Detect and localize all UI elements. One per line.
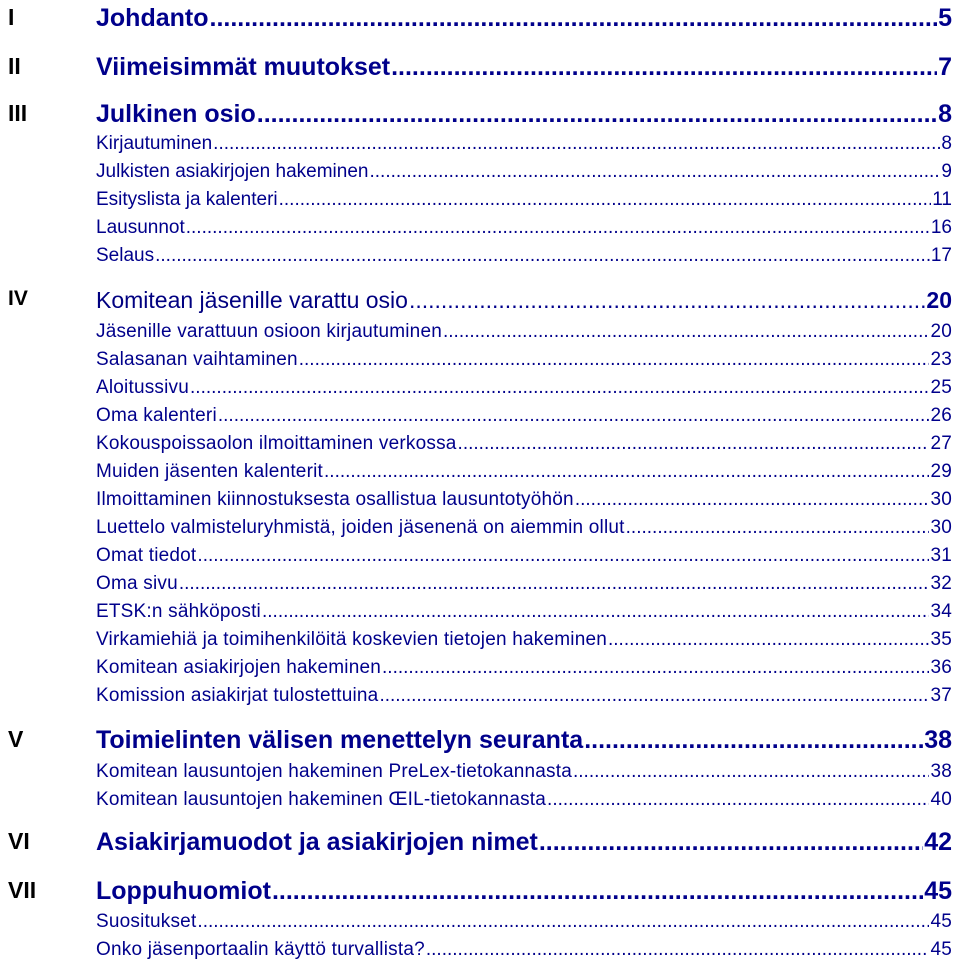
chapter-number: VI — [8, 828, 30, 854]
page-number: 20 — [930, 321, 952, 342]
leader-dots — [379, 685, 929, 707]
leader-dots — [179, 573, 930, 595]
page-number: 8 — [941, 133, 952, 154]
page-number: 45 — [930, 911, 952, 932]
leader-dots — [426, 939, 930, 961]
leader-dots — [584, 726, 923, 755]
leader-dots — [409, 287, 925, 314]
leader-dots — [626, 517, 930, 539]
section-title[interactable]: Jäsenille varattuun osioon kirjautuminen — [96, 321, 442, 342]
chapter-number: VII — [8, 877, 37, 903]
leader-dots — [573, 761, 929, 783]
leader-dots — [197, 911, 929, 933]
section-title[interactable]: Suositukset — [96, 911, 197, 932]
section-title[interactable]: Kirjautuminen — [96, 133, 213, 154]
leader-dots — [575, 489, 930, 511]
page-number: 30 — [930, 517, 952, 538]
leader-dots — [391, 53, 937, 82]
leader-dots — [190, 377, 929, 399]
page-number: 45 — [930, 939, 952, 960]
page-number: 29 — [930, 461, 952, 482]
page-number: 31 — [930, 545, 952, 566]
leader-dots — [608, 629, 929, 651]
section-title[interactable]: Virkamiehiä ja toimihenkilöitä koskevien tietojen hakeminen — [96, 629, 607, 650]
page-number: 25 — [930, 377, 952, 398]
page-number: 9 — [941, 161, 952, 182]
leader-dots — [155, 245, 930, 267]
leader-dots — [443, 321, 929, 343]
chapter-title[interactable]: Komitean jäsenille varattu osio — [96, 287, 408, 313]
section-title[interactable]: Omat tiedot — [96, 545, 197, 566]
leader-dots — [272, 877, 923, 906]
page-number: 27 — [930, 433, 952, 454]
page-number: 45 — [924, 877, 952, 905]
section-title[interactable]: Komitean lausuntojen hakeminen ŒIL-tietokannasta — [96, 789, 547, 810]
chapter-number: V — [8, 726, 24, 752]
section-title[interactable]: Oma sivu — [96, 573, 178, 594]
chapter-number: II — [8, 53, 21, 79]
section-title[interactable]: Ilmoittaminen kiinnostuksesta osallistua lausuntotyöhön — [96, 489, 574, 510]
leader-dots — [299, 349, 930, 371]
page-number: 8 — [938, 100, 952, 128]
section-title[interactable]: Salasanan vaihtaminen — [96, 349, 298, 370]
section-title[interactable]: Luettelo valmisteluryhmistä, joiden jäsenenä on aiemmin ollut — [96, 517, 625, 538]
page-number: 36 — [930, 657, 952, 678]
section-title[interactable]: Onko jäsenportaalin käyttö turvallista? — [96, 939, 425, 960]
page-number: 34 — [930, 601, 952, 622]
chapter-number: I — [8, 4, 15, 30]
leader-dots — [279, 189, 932, 211]
page-number: 16 — [930, 217, 952, 238]
section-title[interactable]: Lausunnot — [96, 217, 185, 238]
leader-dots — [213, 133, 940, 155]
page-number: 38 — [924, 726, 952, 754]
section-title[interactable]: Julkisten asiakirjojen hakeminen — [96, 161, 369, 182]
page-number: 35 — [930, 629, 952, 650]
chapter-title[interactable]: Johdanto — [96, 4, 209, 32]
section-title[interactable]: Kokouspoissaolon ilmoittaminen verkossa — [96, 433, 457, 454]
section-title[interactable]: Komitean lausuntojen hakeminen PreLex-tietokannasta — [96, 761, 572, 782]
section-title[interactable]: Komission asiakirjat tulostettuina — [96, 685, 379, 706]
page-number: 17 — [930, 245, 952, 266]
page-number: 30 — [930, 489, 952, 510]
leader-dots — [257, 100, 937, 129]
section-title[interactable]: Muiden jäsenten kalenterit — [96, 461, 324, 482]
section-title[interactable]: Komitean asiakirjojen hakeminen — [96, 657, 382, 678]
chapter-number: III — [8, 100, 28, 126]
page-number: 7 — [938, 53, 952, 81]
page-number: 32 — [930, 573, 952, 594]
leader-dots — [197, 545, 929, 567]
leader-dots — [547, 789, 929, 811]
page-number: 23 — [930, 349, 952, 370]
leader-dots — [218, 405, 930, 427]
section-title[interactable]: Aloitussivu — [96, 377, 190, 398]
page-number: 26 — [930, 405, 952, 426]
section-title[interactable]: Oma kalenteri — [96, 405, 217, 426]
section-title[interactable]: ETSK:n sähköposti — [96, 601, 261, 622]
chapter-number: IV — [8, 287, 28, 310]
leader-dots — [458, 433, 930, 455]
leader-dots — [324, 461, 929, 483]
page-number: 20 — [926, 287, 952, 313]
leader-dots — [539, 828, 923, 857]
leader-dots — [369, 161, 940, 183]
page-number: 37 — [930, 685, 952, 706]
section-title[interactable]: Esityslista ja kalenteri — [96, 189, 278, 210]
section-title[interactable]: Selaus — [96, 245, 155, 266]
leader-dots — [210, 4, 938, 33]
chapter-title[interactable]: Toimielinten välisen menettelyn seuranta — [96, 726, 584, 754]
page-number: 42 — [924, 828, 952, 856]
leader-dots — [262, 601, 929, 623]
chapter-title[interactable]: Loppuhuomiot — [96, 877, 271, 905]
leader-dots — [382, 657, 929, 679]
chapter-title[interactable]: Julkinen osio — [96, 100, 256, 128]
page-number: 38 — [930, 761, 952, 782]
leader-dots — [186, 217, 930, 239]
chapter-title[interactable]: Asiakirjamuodot ja asiakirjojen nimet — [96, 828, 538, 856]
page-number: 5 — [938, 4, 952, 32]
page-number: 11 — [932, 189, 952, 210]
chapter-title[interactable]: Viimeisimmät muutokset — [96, 53, 391, 81]
page-number: 40 — [930, 789, 952, 810]
